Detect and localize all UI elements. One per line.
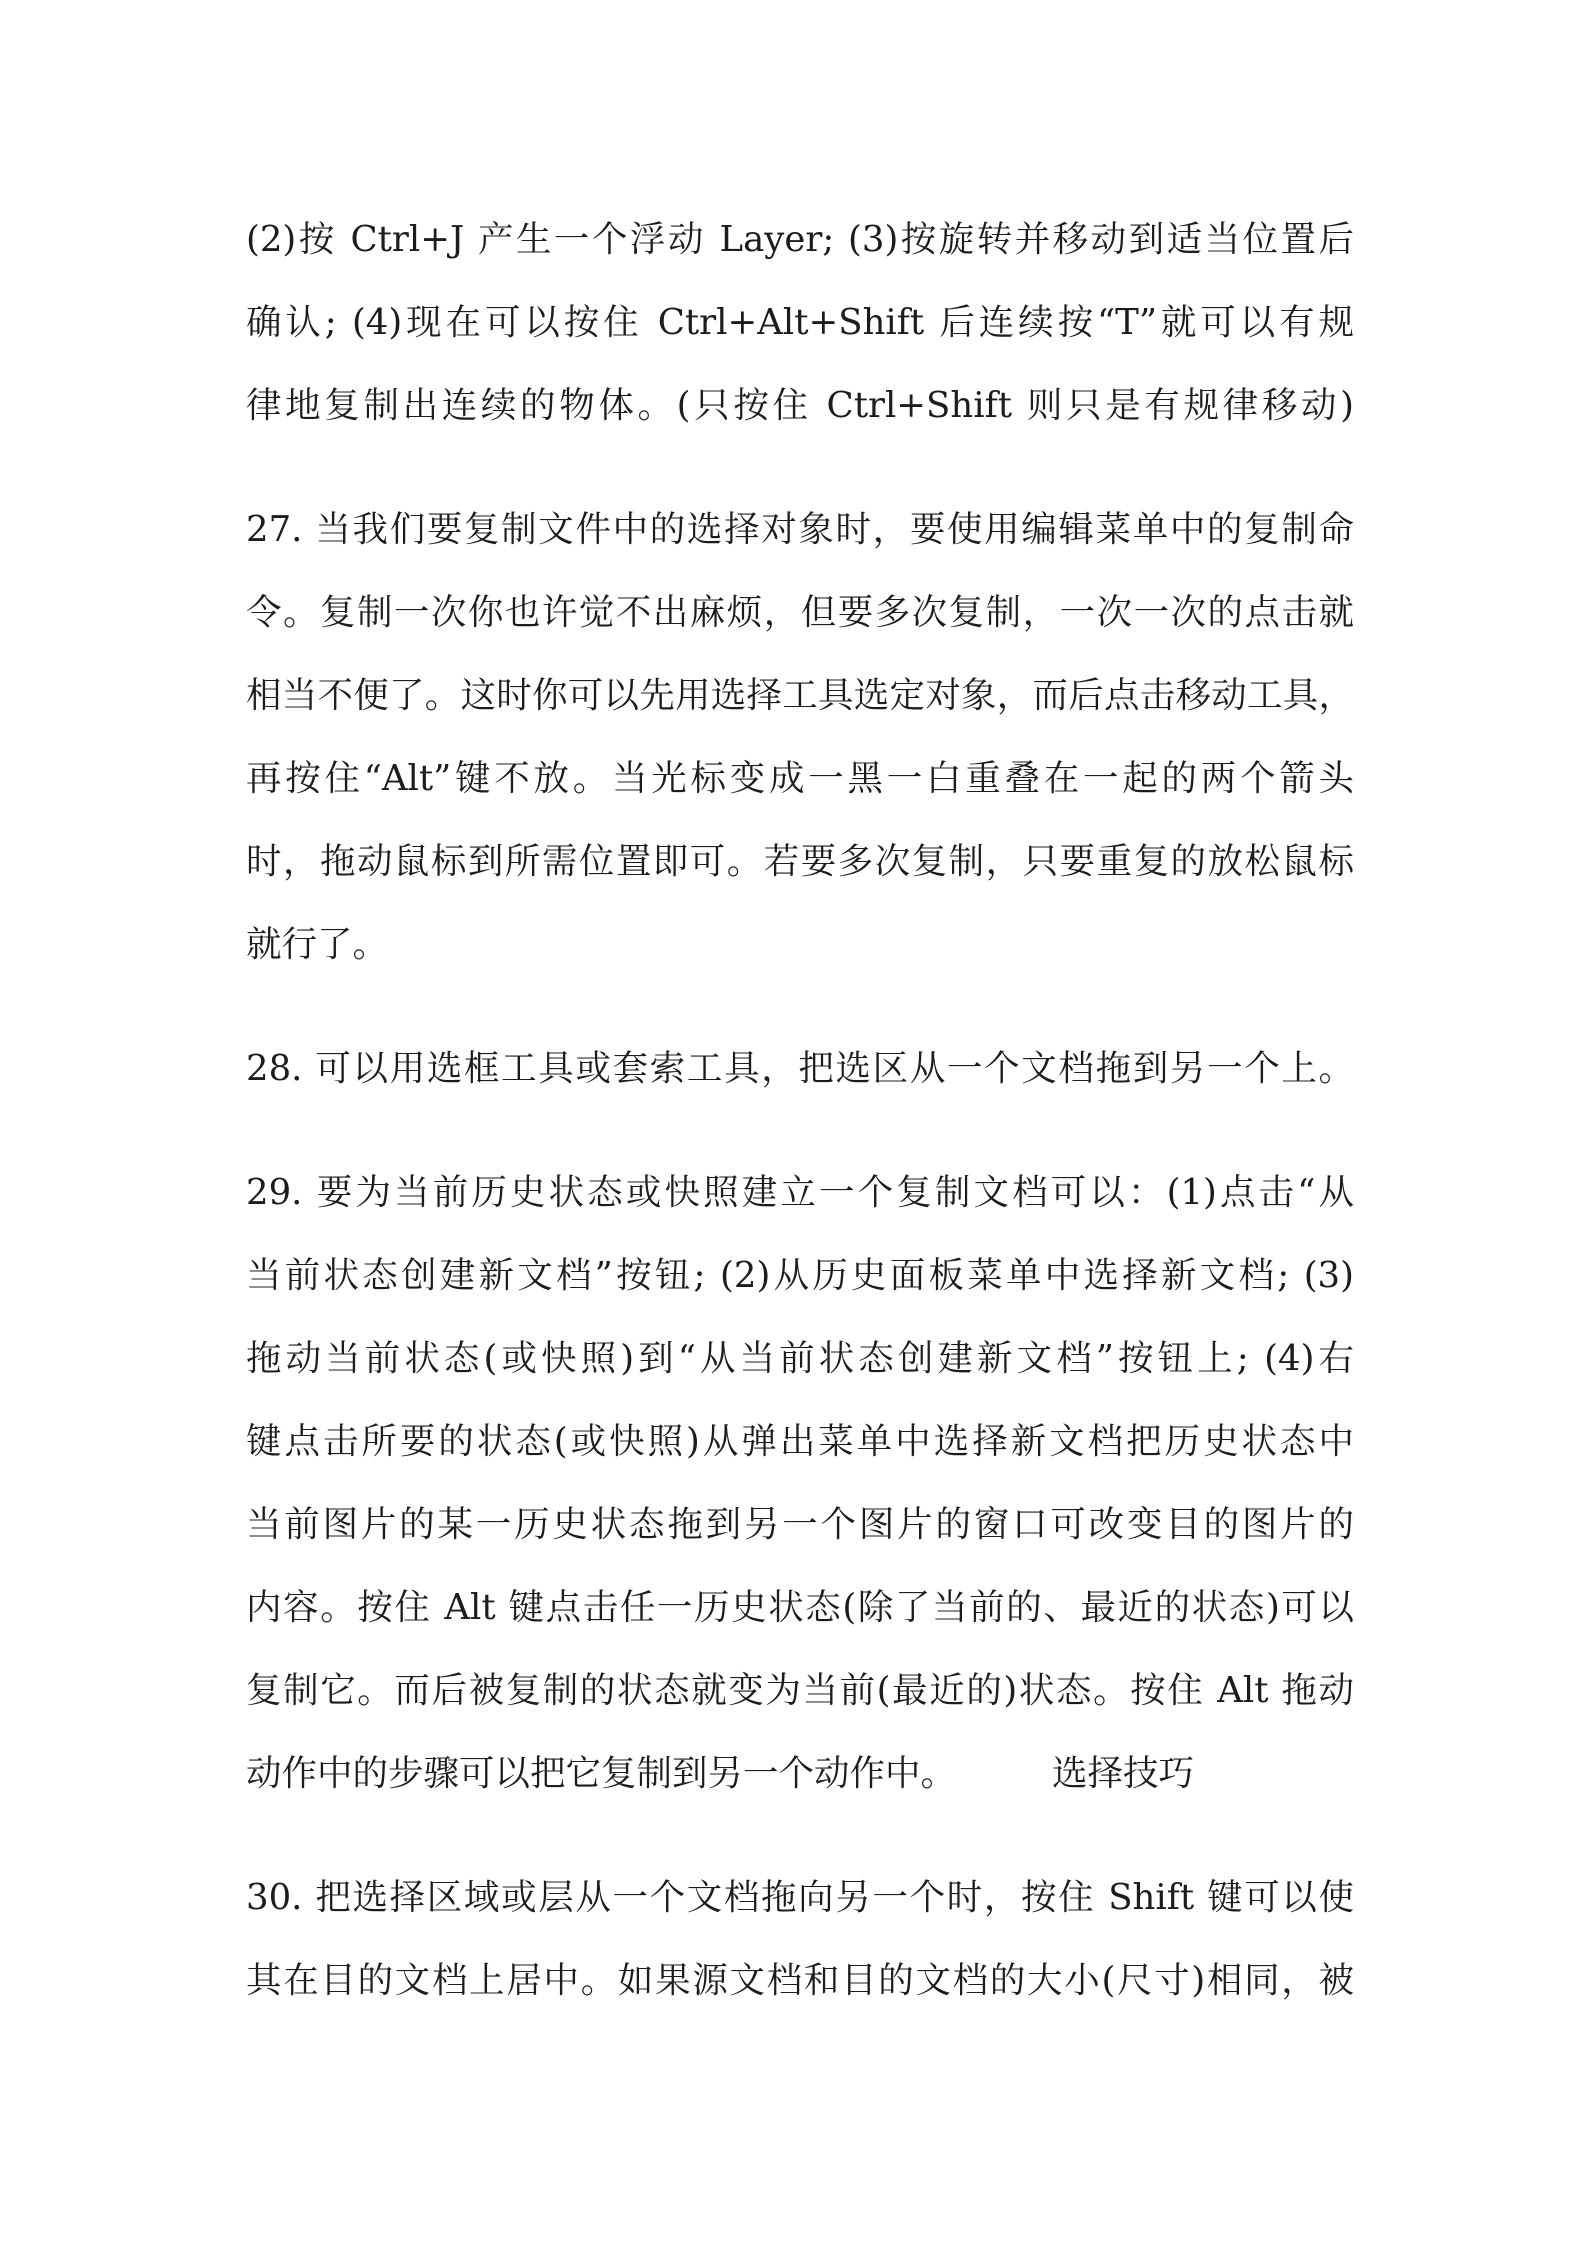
- text-line: (2)按 Ctrl+J 产生一个浮动 Layer; (3)按旋转并移动到适当位置后: [246, 219, 1354, 260]
- text-line: 28. 可以用选框工具或套索工具，把选区从一个文档拖到另一个上。: [246, 1048, 1354, 1089]
- text-line: 其在目的文档上居中。如果源文档和目的文档的大小(尺寸)相同，被: [246, 1960, 1354, 2001]
- text-line: 当前状态创建新文档”按钮; (2)从历史面板菜单中选择新文档; (3): [246, 1255, 1354, 1296]
- section-heading: 选择技巧: [1052, 1753, 1195, 1794]
- paragraph-27: [246, 488, 1354, 986]
- text-line: 再按住“Alt”键不放。当光标变成一黑一白重叠在一起的两个箭头: [246, 758, 1354, 799]
- text-line: 27. 当我们要复制文件中的选择对象时，要使用编辑菜单中的复制命: [246, 509, 1354, 550]
- text-line: 时，拖动鼠标到所需位置即可。若要多次复制，只要重复的放松鼠标: [246, 841, 1354, 882]
- document-body: [246, 198, 1354, 2063]
- text-line: 键点击所要的状态(或快照)从弹出菜单中选择新文档把历史状态中: [246, 1421, 1354, 1462]
- paragraph-28: [246, 1027, 1354, 1110]
- text-line: 律地复制出连续的物体。(只按住 Ctrl+Shift 则只是有规律移动): [246, 385, 1354, 426]
- text-line: 30. 把选择区域或层从一个文档拖向另一个时，按住 Shift 键可以使: [246, 1877, 1354, 1918]
- text-line-content: 动作中的步骤可以把它复制到另一个动作中。: [246, 1753, 957, 1794]
- paragraph-26-continued: [246, 198, 1354, 447]
- text-line: 相当不便了。这时你可以先用选择工具选定对象，而后点击移动工具，: [246, 675, 1354, 716]
- paragraph-29: [246, 1151, 1354, 1815]
- text-line: [246, 1732, 1354, 1815]
- text-line: 当前图片的某一历史状态拖到另一个图片的窗口可改变目的图片的: [246, 1504, 1354, 1545]
- text-line: 复制它。而后被复制的状态就变为当前(最近的)状态。按住 Alt 拖动: [246, 1670, 1354, 1711]
- text-line: 内容。按住 Alt 键点击任一历史状态(除了当前的、最近的状态)可以: [246, 1587, 1354, 1628]
- text-line: 就行了。: [246, 924, 389, 965]
- text-line: 29. 要为当前历史状态或快照建立一个复制文档可以：(1)点击“从: [246, 1172, 1354, 1213]
- text-line: 拖动当前状态(或快照)到“从当前状态创建新文档”按钮上; (4)右: [246, 1338, 1354, 1379]
- text-line: 令。复制一次你也许觉不出麻烦，但要多次复制，一次一次的点击就: [246, 592, 1354, 633]
- paragraph-30: [246, 1856, 1354, 2022]
- text-line: 确认; (4)现在可以按住 Ctrl+Alt+Shift 后连续按“T”就可以有规: [246, 302, 1354, 343]
